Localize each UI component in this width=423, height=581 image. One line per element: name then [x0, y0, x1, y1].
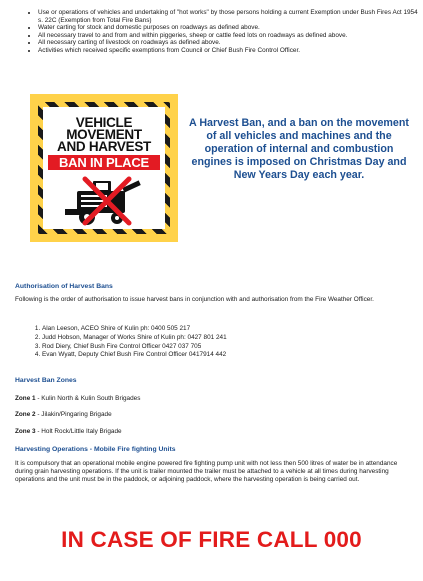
zone-item	[15, 411, 112, 418]
zone-item	[15, 428, 122, 435]
ban-in-place-banner: BAN IN PLACE	[48, 155, 160, 170]
zone-label: Zone 3	[15, 428, 36, 435]
operations-text: It is compulsory that an operational mobile engine powered fire fighting pump unit with not less then 500 litres of water be in attendance during grain harvesting operations. If the unit is trailer mounted the trailer must be attached to a vehicle at all times during harvesting operations and the unit must be in the paddock, or adjoining paddock, where the harvesting operation is being carried out.	[15, 460, 398, 484]
harvest-ban-notice: A Harvest Ban, and a ban on the movement of all vehicles and machines and the operation of internal and combustion engines is imposed on Christmas Day and New Years Day each year.	[189, 117, 409, 181]
authorisation-heading: Authorisation of Harvest Bans	[15, 283, 113, 290]
zone-text: - Kulin North & Kulin South Brigades	[35, 395, 141, 402]
zone-label: Zone 2	[15, 411, 36, 418]
sign-line-3: AND HARVEST	[57, 139, 151, 154]
operations-heading: Harvesting Operations - Mobile Fire fighting Units	[15, 446, 176, 453]
list-item: • All necessary travel to and from and within piggeries, sheep or cattle feed lots on roadways as defined above.	[38, 32, 418, 40]
harvest-ban-sign	[30, 94, 178, 242]
hazard-stripe-border	[38, 102, 170, 234]
zone-item	[15, 395, 140, 402]
list-item: • Activities which received specific exemptions from Council or Chief Bush Fire Control Officer.	[38, 47, 418, 55]
zone-label: Zone 1	[15, 395, 36, 402]
authorisation-intro: Following is the order of authorisation to issue harvest bans in conjunction with and authorisation from the Fire Weather Officer.	[15, 296, 374, 303]
list-item: 1. Alan Leeson, ACEO Shire of Kulin ph: 0400 505 217	[42, 325, 227, 334]
list-item: • All necessary carting of livestock on roadways as defined above.	[38, 39, 418, 47]
zone-text: - Jilakin/Pingaring Brigade	[35, 411, 112, 418]
sign-line-2: MOVEMENT	[66, 127, 142, 142]
zone-text: - Holt Rock/Little Italy Brigade	[35, 428, 122, 435]
list-item: 3. Rod Diery, Chief Bush Fire Control Officer 0427 037 705	[42, 343, 227, 352]
list-item: • Use or operations of vehicles and undertaking of "hot works" by those persons holding a current Exemption under Bush Fires Act 1954 s. 22C (Exemption from Total Fire Bans)	[38, 9, 418, 24]
list-item: 4. Evan Wyatt, Deputy Chief Bush Fire Control Officer 0417914 442	[42, 351, 227, 360]
exemptions-list	[24, 9, 418, 55]
sign-line-1: VEHICLE	[75, 115, 133, 130]
list-item: • Water carting for stock and domestic purposes on roadways as defined above.	[38, 24, 418, 32]
emergency-call-banner: IN CASE OF FIRE CALL 000	[61, 527, 362, 552]
authorisation-list	[28, 325, 227, 360]
list-item: 2. Judd Hobson, Manager of Works Shire of Kulin ph: 0427 801 241	[42, 334, 227, 343]
zones-heading: Harvest Ban Zones	[15, 377, 77, 384]
crossed-harvester-icon	[63, 173, 147, 227]
sign-panel	[43, 107, 165, 229]
